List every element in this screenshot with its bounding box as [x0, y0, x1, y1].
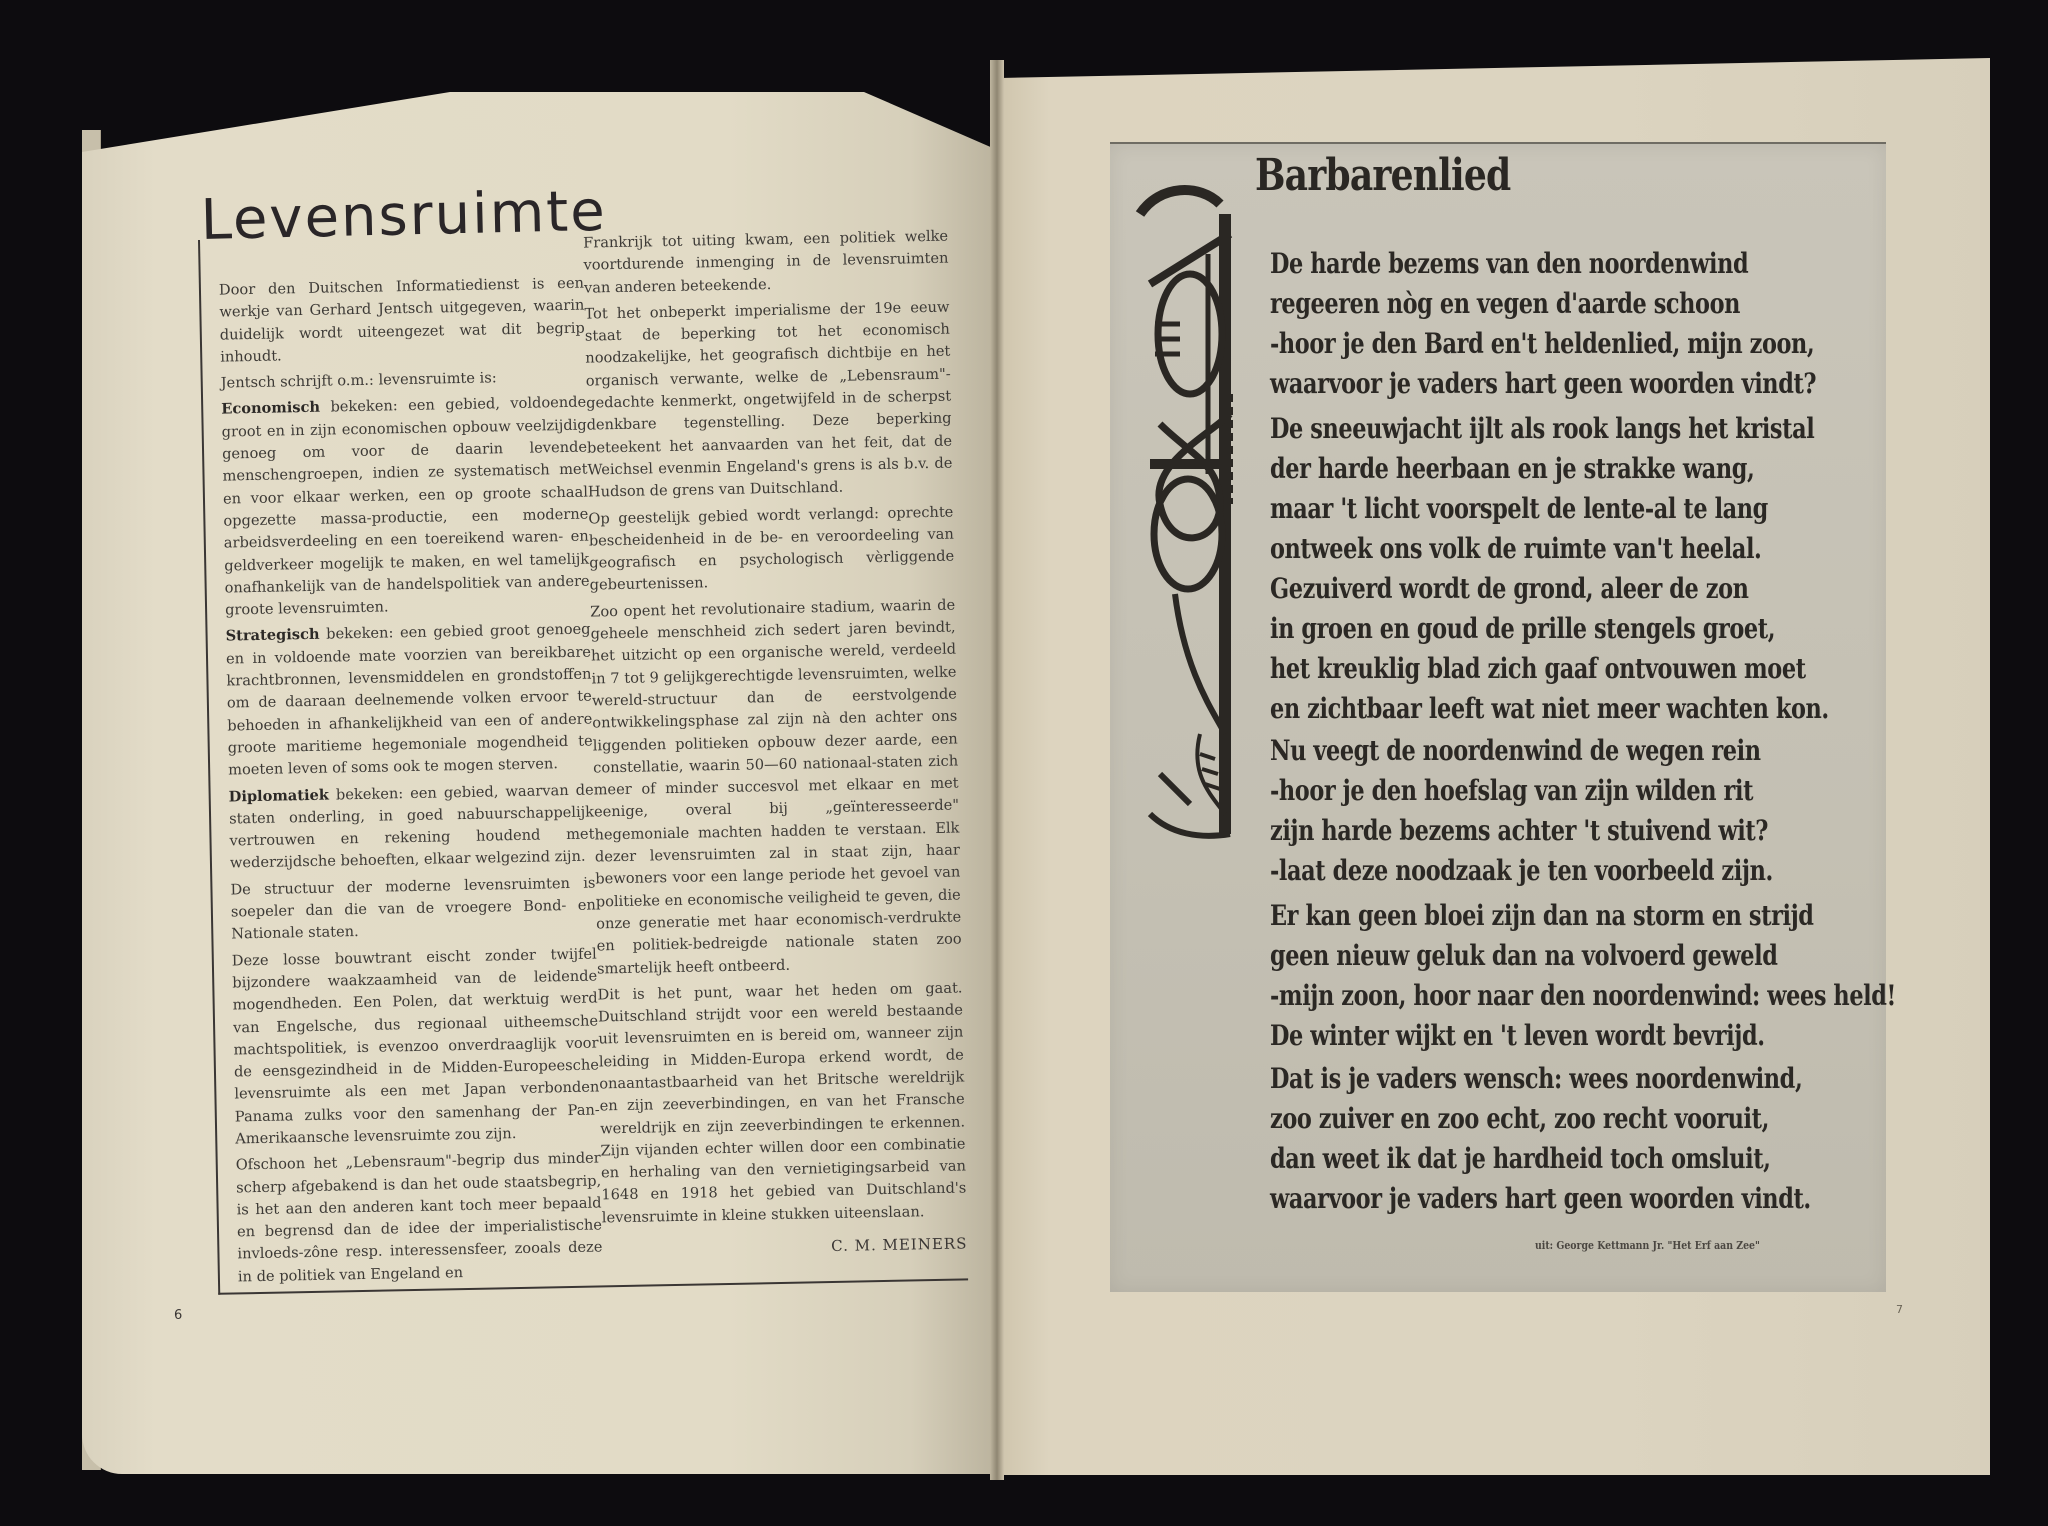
page-number-left: 6: [174, 1308, 183, 1323]
article-paragraph: [232, 943, 601, 1151]
article-paragraph: [588, 501, 955, 597]
paragraph-text: Door den Duitschen Informatiedienst is een werkje van Gerhard Jentsch uitgegeven, waarin duidelijk wordt uiteengezet wat dit begrip inhoudt.: [218, 274, 585, 366]
poem-line: dan weet ik dat je hardheid toch omsluit,: [1270, 1142, 1771, 1175]
illuminated-initial-icon: [1130, 174, 1250, 854]
paragraph-lead: Diplomatiek: [228, 786, 330, 806]
article-paragraph: [236, 1148, 604, 1289]
poem-stanza: [1270, 569, 1829, 729]
paragraph-lead: Strategisch: [225, 626, 320, 645]
poem-line: zijn harde bezems achter 't stuivend wit?: [1270, 814, 1769, 847]
poem-line: De sneeuwjacht ijlt als rook langs het kristal: [1270, 412, 1815, 445]
paragraph-text: Deze losse bouwtrant eischt zonder twijfel bijzondere waakzaamheid van de leidende mogendheden. Een Polen, dat werktuig werd van Engelsche, dus regionaal uitheemsche machtspolitiek, is evenzoo onverdraaglijk voor de eensgezindheid in de Midden-Europeesche levensruimte als een met Japan verbonden Panama zulks voor den samenhang der Pan-Amerikaansche levensruimte zou zijn.: [231, 945, 600, 1148]
poem-line: ontweek ons volk de ruimte van't heelal.: [1270, 532, 1762, 565]
poem-plate: [1110, 142, 1896, 1292]
poem-line: zoo zuiver en zoo echt, zoo recht vooruit,: [1270, 1102, 1770, 1135]
article-title: Levensruimte: [200, 178, 608, 253]
poem-line: geen nieuw geluk dan na volvoerd geweld: [1270, 939, 1778, 972]
paragraph-text: Dit is het punt, waar het heden om gaat. Duitschland strijdt voor een wereld bestaande uit levensruimten en is bereid om, wanneer zijn leiding in Midden-Europa erkend wordt, de onaantastbaarheid van het Britsche wereldrijk en zijn zeeverbindingen, en van het Fransche wereldrijk en zijn zeeverbindingen te erkennen. Zijn vijanden echter willen door een combinatie en herhaling van den vernietigingsarbeid van 1648 en 1918 het gebied van Duitschland's levensruimte in kleine stukken uiteenslaan.: [597, 979, 967, 1227]
poem-stanza: [1270, 244, 1816, 404]
poem-line: en zichtbaar leeft wat niet meer wachten kon.: [1270, 692, 1829, 725]
paragraph-text: Ofschoon het „Lebensraum"-begrip dus minder scherp afgebakend is dan het oude staatsbegrip, is het aan den anderen kant toch meer bepaald en begrensd dan de idee der imperialistische invloeds-zône resp. interessensfeer, zooals deze in de politiek van Engeland en: [235, 1149, 603, 1286]
article-paragraph: [597, 977, 967, 1229]
poem-title: Barbarenlied: [1255, 150, 1511, 201]
paragraph-text: bekeken: een gebied, waarvan de staten onderling, in goed nabuurschappelijk vertrouwen en rekening houdend met wederzijdsche behoeften, elkaar welgezind zijn.: [228, 781, 595, 872]
poem-line: der harde heerbaan en je strakke wang,: [1270, 452, 1755, 485]
paragraph-text: bekeken: een gebied groot genoeg en in voldoende mate voorzien van bereikbare krachtbronnen, levensmiddelen en grondstoffen om de daaraan deelnemende volken ervoor te behoeden in afhankelijkheid van een of andere groote maritieme hegemoniale mogendheid te moeten leven of soms ook te mogen sterven.: [225, 620, 593, 779]
paragraph-text: Frankrijk tot uiting kwam, een politiek welke voortdurende inmenging in de levensruimten van anderen beteekende.: [582, 227, 949, 297]
poem-stanza: [1270, 731, 1773, 891]
article: [198, 225, 978, 1299]
poem-line: Nu veegt de noordenwind de wegen rein: [1270, 734, 1761, 767]
book-gutter: [990, 60, 1004, 1480]
poem-line: -laat deze noodzaak je ten voorbeeld zijn.: [1270, 854, 1773, 887]
poem-attribution: uit: George Kettmann Jr. "Het Erf aan Zee": [1535, 1239, 1760, 1252]
article-paragraph: [221, 392, 590, 622]
paragraph-text: bekeken: een gebied, voldoende groot en in zijn economischen opbouw veelzijdig genoeg om voor de daarin levende menschengroepen, indien ze systematisch met en voor elkaar werken, een op groote schaal opgezette massa-productie, een moderne arbeidsverdeeling en een toereikend waren- en geldverkeer mogelijk te maken, en wel tamelijk onafhankelijk van de handelspolitiek van andere groote levensruimten.: [221, 394, 590, 619]
article-paragraph: [221, 366, 586, 395]
article-paragraph: [590, 594, 962, 980]
page-number-right: 7: [1896, 1303, 1903, 1316]
poem-line: het kreuklig blad zich gaaf ontvouwen moet: [1270, 652, 1806, 685]
poem-line: -hoor je den Bard en't heldenlied, mijn zoon,: [1270, 327, 1815, 360]
article-column-1: [219, 273, 603, 1293]
paragraph-text: Tot het onbeperkt imperialisme der 19e eeuw staat de beperking tot het economisch noodzakelijke, het geografisch dichtbije en het organisch verwante, welke de „Lebensraum"-gedachte kenmerkt, ongetwijfeld in de scherpst denkbare tegenstelling. Deze beperking beteekent het aanvaarden van het feit, dat de Weichsel evenmin Engeland's grens is als b.v. de Hudson de grens van Duitschland.: [584, 298, 953, 501]
poem-line: Gezuiverd wordt de grond, aleer de zon: [1270, 572, 1749, 605]
poem-stanza: [1270, 896, 1896, 1056]
article-column-2: [583, 226, 968, 1262]
article-author: C. M. MEINERS: [830, 1234, 968, 1256]
paragraph-text: De structuur der moderne levensruimten is soepeler dan die van de vroegere Bond- en Nationale staten.: [230, 874, 597, 943]
article-paragraph: [219, 273, 586, 369]
article-paragraph: [230, 872, 596, 946]
poem-line: De winter wijkt en 't leven wordt bevrijd.: [1270, 1019, 1765, 1052]
poem-line: maar 't licht voorspelt de lente-al te lang: [1270, 492, 1768, 525]
poem-stanza: [1270, 1059, 1811, 1219]
poem-stanza: [1270, 409, 1814, 569]
poem-line: waarvoor je vaders hart geen woorden vindt?: [1270, 367, 1817, 400]
article-paragraph: [583, 226, 949, 300]
poem-line: -hoor je den hoefslag van zijn wilden rit: [1270, 774, 1754, 807]
article-paragraph: [584, 296, 953, 504]
poem-line: Er kan geen bloei zijn dan na storm en strijd: [1270, 899, 1814, 932]
article-paragraph: [225, 619, 593, 782]
poem-line: De harde bezems van den noordenwind: [1270, 247, 1749, 280]
article-paragraph: [228, 779, 595, 875]
poem-line: Dat is je vaders wensch: wees noordenwind,: [1270, 1062, 1803, 1095]
paragraph-text: Jentsch schrijft o.m.: levensruimte is:: [220, 369, 497, 392]
poem-line: in groen en goud de prille stengels groet,: [1270, 612, 1776, 645]
paragraph-text: Op geestelijk gebied wordt verlangd: oprechte bescheidenheid in de be- en veroordeeling van geografisch en psychologisch vèrliggende gebeurtenissen.: [588, 503, 955, 594]
poem-line: -mijn zoon, hoor naar den noordenwind: wees held!: [1270, 979, 1896, 1012]
poem-line: regeeren nòg en vegen d'aarde schoon: [1270, 287, 1741, 320]
paragraph-text: Zoo opent het revolutionaire stadium, waarin de geheele menschheid zich sedert jaren bevindt, het uitzicht op een organische wereld, verdeeld in 7 tot 9 gelijkgerechtigde levensruimten, welke wereld-structuur dan de eerstvolgende ontwikkelingsphase zal zijn nà den achter ons liggenden politieken opbouw dezer aarde, een constellatie, waarin 50—60 nationaal-staten zich meer of minder succesvol met elkaar en met eenige, overal bij „geïnteresseerde" hegemoniale machten hadden te verstaan. Elk dezer levensruimten zal in staat zijn, haar bewoners voor een lange periode het gevoel van politieke en economische veiligheid te geven, die onze generatie met haar economisch-verdrukte en politiek-bedreigde nationale staten zoo smartelijk heeft ontbeerd.: [590, 596, 962, 977]
poem-line: waarvoor je vaders hart geen woorden vindt.: [1270, 1182, 1811, 1215]
paragraph-lead: Economisch: [221, 399, 321, 419]
